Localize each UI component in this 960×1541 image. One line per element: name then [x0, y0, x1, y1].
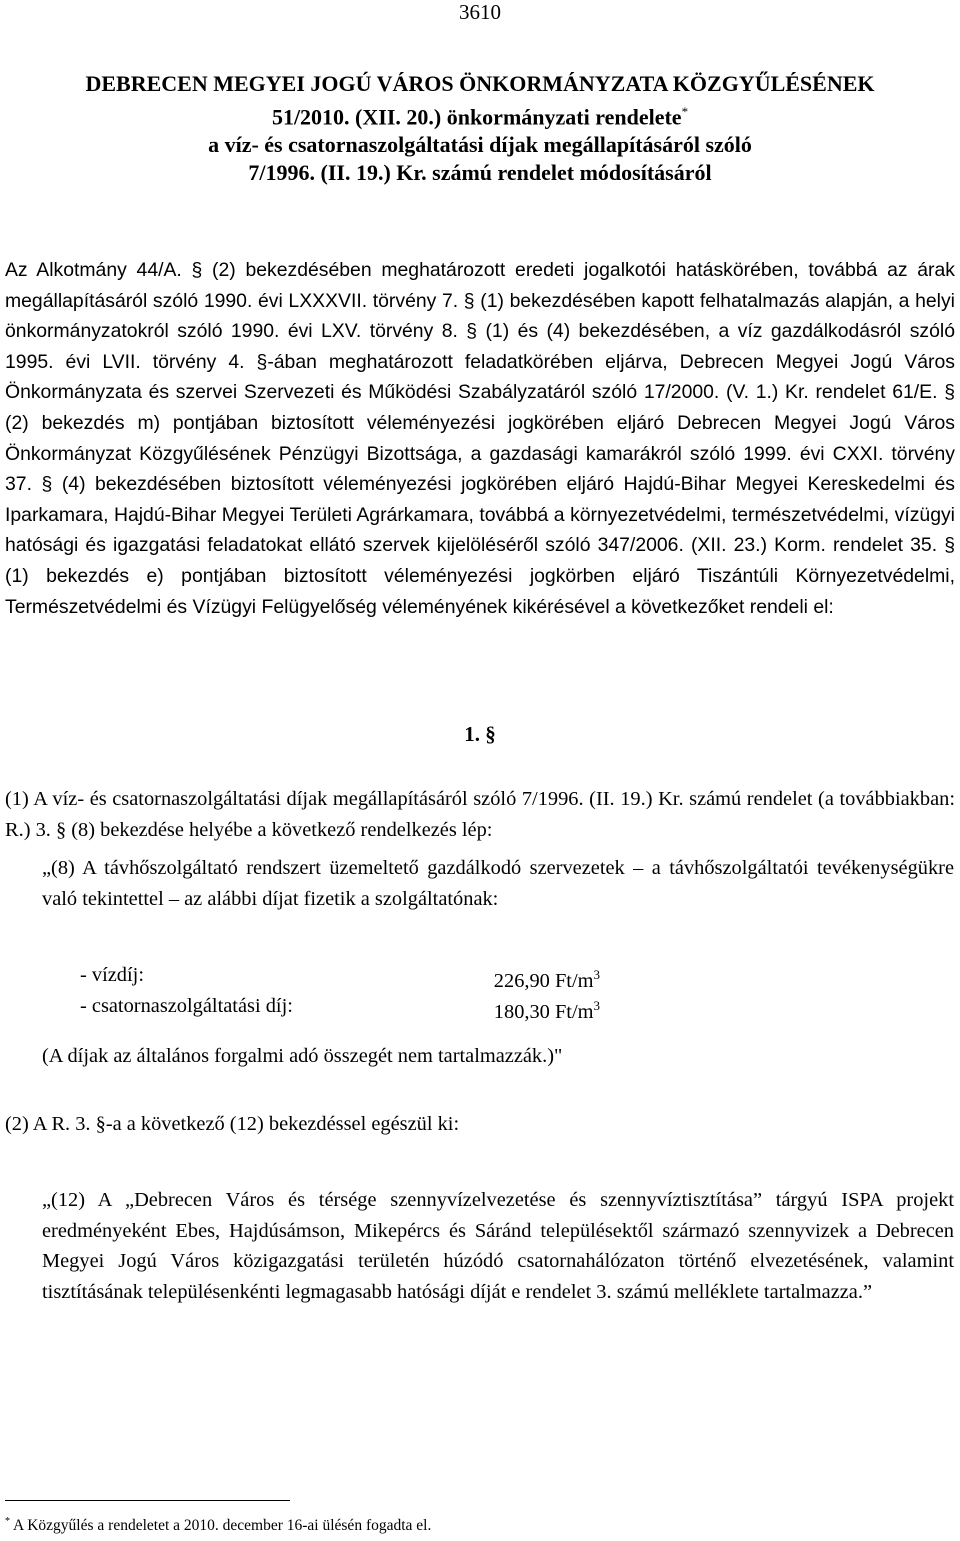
paragraph-2: (2) A R. 3. §-a a következő (12) bekezdéssel egészül ki:	[5, 1113, 460, 1135]
fees-vat-note: (A díjak az általános forgalmi adó összegét nem tartalmazzák.)"	[42, 1045, 563, 1067]
quoted-paragraph-12: „(12) A „Debrecen Város és térsége szennyvízelvezetése és szennyvíztisztítása” tárgyú ISPA projekt eredményeként Ebes, Hajdúsámson, Mikepércs és Sáránd településektől származó szennyvizek a Debrecen Megyei Jogú Város közigazgatási területén húzódó csatornahálózaton történő elvezetésének, valamint tisztításának településenkénti legmagasabb hatósági díját e rendelet 3. számú melléklete tartalmazza.”	[42, 1189, 954, 1303]
fee-unit-exponent: 3	[593, 967, 600, 982]
fee-label: - csatornaszolgáltatási díj:	[80, 995, 293, 1017]
fee-amount: 180,30 Ft/m	[493, 1000, 594, 1023]
fee-row-sewer	[80, 991, 600, 1021]
footnote-text: A Közgyűlés a rendeletet a 2010. december 16-ai ülésén fogadta el.	[10, 1517, 432, 1535]
fee-label: - vízdíj:	[80, 964, 144, 986]
page-number: 3610	[459, 0, 501, 24]
title-amended-act: 7/1996. (II. 19.) Kr. számú rendelet módosításáról	[248, 160, 712, 186]
regulation-title	[0, 70, 960, 187]
footnote-divider	[5, 1500, 290, 1501]
fee-amount: 226,90 Ft/m	[493, 969, 594, 992]
title-number	[0, 98, 960, 131]
fee-unit-exponent: 3	[593, 998, 600, 1013]
paragraph-1: (1) A víz- és csatornaszolgáltatási díjak megállapításáról szóló 7/1996. (II. 19.) Kr. számú rendelet (a továbbiakban: R.) 3. § (8) bekezdése helyébe a következő rendelkezés lép:	[5, 788, 955, 841]
preamble: Az Alkotmány 44/A. § (2) bekezdésében meghatározott eredeti jogalkotói hatáskörében, továbbá az árak megállapításáról szóló 1990. évi LXXXVII. törvény 7. § (1) bekezdésében kapott felhatalmazás alapján, a helyi önkormányzatokról szóló 1990. évi LXV. törvény 8. § (1) és (4) bekezdésében, a víz gazdálkodásról szóló 1995. évi LVII. törvény 4. §-ában meghatározott feladatkörében eljárva, Debrecen Megyei Jogú Város Önkormányzata és szervei Szervezeti és Működési Szabályzatáról szóló 17/2000. (V. 1.) Kr. rendelet 61/E. § (2) bekezdés m) pontjában biztosított véleményezési jogkörében eljáró Debrecen Megyei Jogú Város Önkormányzat Közgyűlésének Pénzügyi Bizottsága, a gazdasági kamarákról szóló 1999. évi CXXI. törvény 37. § (4) bekezdésében biztosított véleményezési jogkörében eljáró Hajdú-Bihar Megyei Kereskedelmi és Iparkamara, Hajdú-Bihar Megyei Területi Agrárkamara, továbbá a környezetvédelmi, természetvédelmi, vízügyi hatósági és igazgatási feladatokat ellátó szervek kijelöléséről szóló 347/2006. (XII. 23.) Korm. rendelet 35. § (1) bekezdés e) pontjában biztosított véleményezési jogkörben eljáró Tiszántúli Környezetvédelmi, Természetvédelmi és Vízügyi Felügyelőség véleményének kikérésével a következőket rendeli el:	[5, 259, 955, 618]
title-number-text: 51/2010. (XII. 20.) önkormányzati rendelete	[271, 104, 682, 130]
title-subject: a víz- és csatornaszolgáltatási díjak megállapításáról szóló	[208, 132, 752, 158]
footnote	[5, 1516, 431, 1535]
section-heading: 1. §	[464, 722, 496, 746]
fee-row-water	[80, 960, 600, 990]
footnote-mark: *	[5, 1516, 10, 1527]
quoted-paragraph-8: „(8) A távhőszolgáltató rendszert üzemeltető gazdálkodó szervezetek – a távhőszolgáltatói tevékenységükre való tekintettel – az alábbi díjat fizetik a szolgáltatónak:	[42, 857, 954, 910]
fee-value	[494, 991, 600, 1027]
title-issuer: DEBRECEN MEGYEI JOGÚ VÁROS ÖNKORMÁNYZATA KÖZGYŰLÉSÉNEK	[85, 71, 875, 96]
title-footnote-mark: *	[681, 104, 689, 119]
